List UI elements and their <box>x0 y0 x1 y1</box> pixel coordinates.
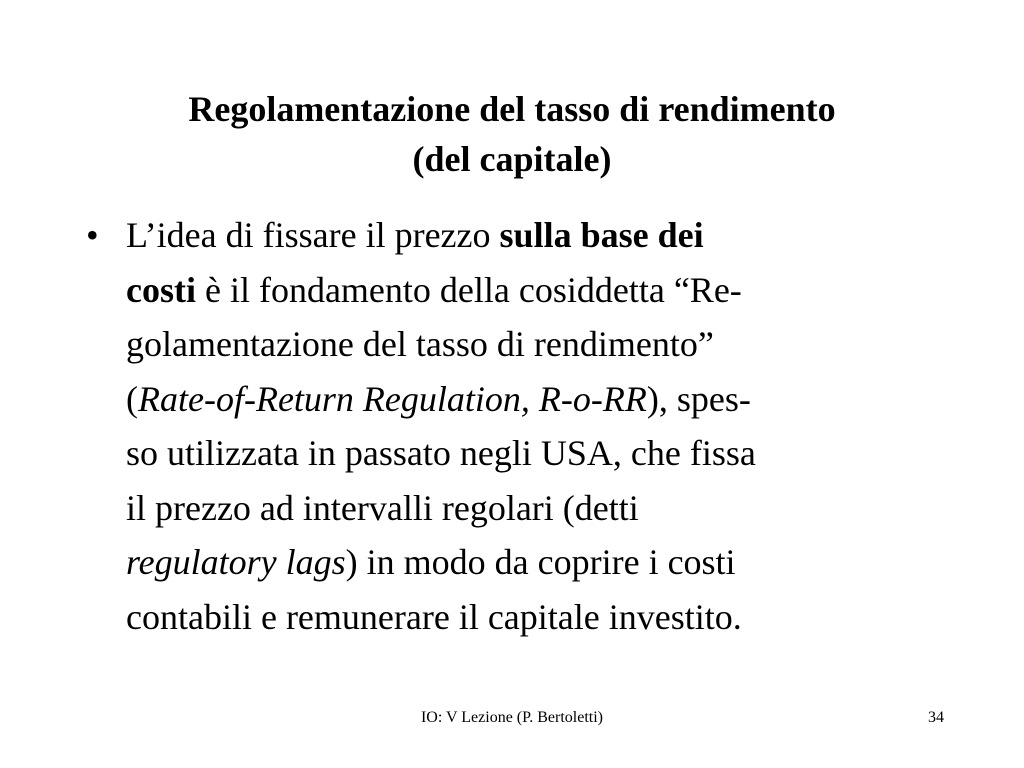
footer-lecture-label: IO: V Lezione (P. Bertoletti) <box>420 709 604 726</box>
bullet-bold-text: costi <box>126 269 196 310</box>
slide-body <box>84 208 944 644</box>
bullet-text: è il fondamento della cosiddetta “Re- <box>195 269 742 310</box>
bullet-line-7 <box>126 535 944 590</box>
bullet-italic-text: regulatory lags <box>126 542 346 582</box>
bullet-icon: • <box>86 215 99 255</box>
slide-title <box>60 84 964 184</box>
bullet-line-5: so utilizzata in passato negli USA, che fissa <box>126 433 756 473</box>
bullet-text: L’idea di fissare il prezzo <box>126 215 500 255</box>
bullet-italic-text: Rate-of-Return Regulation, R-o-RR <box>138 378 647 419</box>
bullet-item <box>84 208 944 644</box>
bullet-text: ) in modo da coprire i costi <box>345 542 736 582</box>
bullet-line-8: contabili e remunerare il capitale investito. <box>126 596 742 637</box>
bullet-line-2 <box>126 263 944 318</box>
slide-title-line-1: Regolamentazione del tasso di rendimento <box>188 89 836 129</box>
bullet-line-4 <box>126 372 944 427</box>
bullet-line-1 <box>126 208 944 263</box>
page-number: 34 <box>928 709 944 726</box>
bullet-line-6: il prezzo ad intervalli regolari (detti <box>126 487 639 528</box>
bullet-text: ), spes- <box>646 378 751 419</box>
bullet-bold-text: sulla base dei <box>499 215 704 255</box>
bullet-text: ( <box>126 378 138 419</box>
slide-title-line-2: (del capitale) <box>412 139 612 179</box>
bullet-line-3: golamentazione del tasso di rendimento” <box>126 324 714 364</box>
